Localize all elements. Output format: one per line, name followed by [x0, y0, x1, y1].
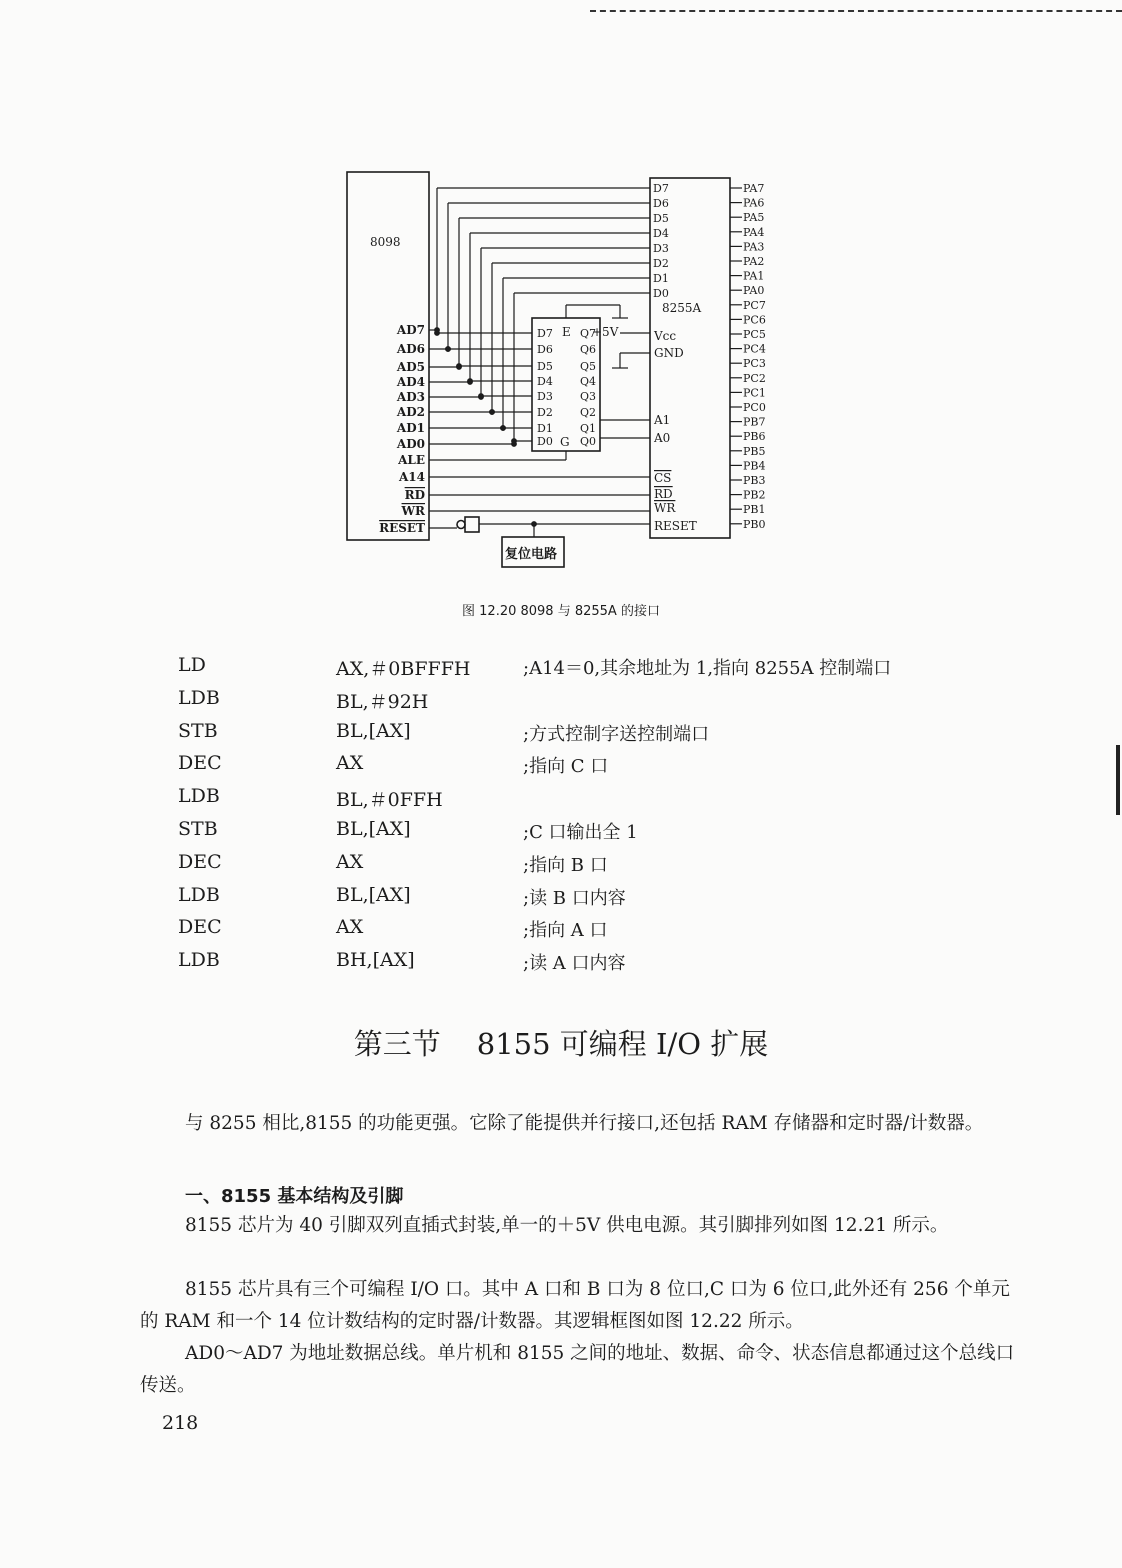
- pin-label-8255-data: D3: [653, 242, 669, 255]
- latch-input-label: D6: [537, 343, 553, 356]
- code-comment: ;指向 B 口: [523, 854, 608, 876]
- latch-output-label: Q4: [579, 375, 596, 388]
- code-arg: AX: [336, 850, 364, 873]
- code-arg: BL,[AX]: [336, 719, 411, 742]
- code-comment: ;指向 C 口: [523, 756, 609, 778]
- port-pin-label: PC7: [743, 298, 766, 312]
- junction-dot: [479, 394, 484, 399]
- junction-dot: [446, 347, 451, 352]
- port-pin-label: PC4: [743, 342, 766, 356]
- port-pin-label: PA7: [743, 182, 765, 195]
- code-comment: ;指向 A 口: [523, 920, 608, 942]
- pin-label-8255: WR: [654, 501, 676, 515]
- code-op: DEC: [178, 752, 222, 775]
- code-comment: ;方式控制字送控制端口: [523, 723, 710, 745]
- page-number: 218: [162, 1412, 199, 1434]
- code-op: LDB: [178, 949, 220, 972]
- latch-output-label: Q7: [579, 327, 596, 340]
- port-pin-label: PB5: [743, 444, 766, 458]
- port-pin-label: PA6: [743, 196, 765, 210]
- junction-dot: [501, 426, 506, 431]
- port-pin-label: PB7: [743, 415, 766, 429]
- latch-output-label: Q2: [579, 406, 596, 419]
- subsection-heading: 一、8155 基本结构及引脚: [185, 1186, 404, 1207]
- port-pin-label: PC0: [743, 401, 766, 414]
- pin-label-8255: A1: [654, 413, 671, 427]
- pin-label-8255-data: D1: [653, 272, 669, 285]
- section-name: 8155 可编程 I/O 扩展: [476, 1027, 769, 1061]
- pin-label-8098: WR: [401, 504, 425, 518]
- pin-label-8098: A14: [398, 470, 425, 484]
- pin-label-8255: RESET: [654, 519, 697, 533]
- supply-label: +5V: [592, 325, 619, 339]
- port-pin-label: PA5: [743, 211, 765, 225]
- pin-label-8255-data: D4: [653, 227, 669, 240]
- latch-input-label: D4: [537, 375, 553, 388]
- code-arg: BL,[AX]: [336, 883, 411, 906]
- port-pin-label: PC3: [743, 357, 766, 371]
- pin-label-8098: RD: [404, 488, 425, 502]
- junction-dot: [435, 331, 440, 336]
- pin-label-8255-data: D2: [653, 257, 669, 270]
- code-comment: ;读 A 口内容: [523, 953, 626, 975]
- section-title: [0, 1022, 1122, 1063]
- junction-dot: [468, 379, 473, 384]
- pin-label-8098: AD5: [396, 360, 425, 374]
- code-op: LDB: [178, 686, 220, 709]
- junction-dot: [512, 439, 517, 444]
- latch-input-label: D7: [537, 327, 553, 340]
- pin-label-8255: RD: [654, 487, 673, 501]
- pin-label-8255: Vcc: [654, 329, 677, 343]
- port-pin-label: PA1: [743, 269, 765, 283]
- code-op: DEC: [178, 916, 222, 939]
- code-comment: ;读 B 口内容: [523, 887, 626, 909]
- latch-output-label: Q3: [579, 390, 596, 403]
- code-arg: AX,＃0BFFFH: [336, 658, 471, 680]
- paragraph-4: AD0～AD7 为地址数据总线。单片机和 8155 之间的地址、数据、命令、状态信息都通过这个总线口传送。: [140, 1343, 1015, 1396]
- port-pin-label: PC2: [743, 371, 766, 385]
- latch-output-label: Q1: [579, 422, 596, 435]
- pin-label-8255-data: D6: [653, 197, 669, 210]
- code-arg: AX: [336, 752, 364, 775]
- port-pin-label: PB6: [743, 430, 766, 444]
- pin-label-8098: AD2: [396, 405, 425, 419]
- pin-label-8255-data: D0: [653, 287, 669, 300]
- pin-label-8098: RESET: [379, 521, 425, 535]
- chip-8098-label: 8098: [370, 235, 401, 249]
- code-arg: BL,＃92H: [336, 690, 429, 713]
- port-pin-label: PB2: [743, 488, 766, 502]
- port-pin-label: PB1: [743, 503, 766, 517]
- port-pin-label: PA0: [743, 284, 765, 298]
- latch-g-label: G: [560, 435, 570, 449]
- paragraph-1: 与 8255 相比,8155 的功能更强。它除了能提供并行接口,还包括 RAM 存储器和定时器/计数器。: [185, 1113, 984, 1134]
- latch-output-label: Q6: [579, 343, 596, 356]
- pin-label-8255: CS: [654, 471, 672, 485]
- port-pin-label: PB0: [743, 517, 766, 531]
- figure-caption: 图 12.20 8098 与 8255A 的接口: [462, 604, 660, 619]
- paragraph-2: 8155 芯片为 40 引脚双列直插式封装,单一的＋5V 供电电源。其引脚排列如图 12.21 所示。: [185, 1215, 949, 1236]
- latch-input-label: D2: [537, 406, 553, 419]
- chip-8098-box: [347, 172, 429, 540]
- pin-label-8098: AD1: [396, 421, 425, 435]
- latch-input-label: D3: [537, 390, 553, 403]
- code-op: LD: [178, 654, 206, 676]
- latch-input-label: D1: [537, 422, 553, 435]
- reset-circuit-label: 复位电路: [505, 547, 558, 562]
- code-arg: BL,[AX]: [336, 817, 411, 840]
- latch-input-label: D5: [537, 360, 553, 373]
- code-arg: AX: [336, 916, 364, 939]
- port-pin-label: PC6: [743, 313, 766, 327]
- latch-e-label: E: [562, 325, 571, 339]
- latch-input-label: D0: [537, 435, 553, 448]
- margin-mark: [1116, 745, 1120, 815]
- port-pin-label: PA3: [743, 240, 765, 254]
- code-comment: ;C 口输出全 1: [523, 821, 638, 843]
- latch-output-label: Q0: [579, 435, 596, 448]
- pin-label-8255: A0: [654, 431, 671, 445]
- pin-label-8098: AD7: [396, 323, 425, 337]
- pin-label-8098: AD4: [396, 375, 425, 389]
- port-pin-label: PC5: [743, 328, 766, 341]
- code-arg: BH,[AX]: [336, 949, 415, 972]
- pin-label-8255: GND: [654, 346, 684, 360]
- pin-label-8098: AD3: [396, 390, 425, 404]
- port-pin-label: PB3: [743, 474, 766, 487]
- port-pin-label: PC1: [743, 386, 766, 400]
- interface-circuit-diagram: [330, 160, 800, 580]
- latch-output-label: Q5: [579, 360, 596, 373]
- pin-label-8255-data: D7: [653, 182, 669, 195]
- port-pin-label: PA4: [743, 225, 765, 239]
- paragraph-3: 8155 芯片具有三个可编程 I/O 口。其中 A 口和 B 口为 8 位口,C 口为 6 位口,此外还有 256 个单元的 RAM 和一个 14 位计数结构的定时器/计数器。其逻辑框图如图 12.22 所示。: [140, 1279, 1010, 1332]
- code-op: LDB: [178, 883, 220, 906]
- pin-label-8098: ALE: [398, 453, 425, 467]
- code-arg: BL,＃0FFH: [336, 789, 443, 812]
- port-pin-label: PB4: [743, 459, 766, 473]
- code-comment: ;A14＝0,其余地址为 1,指向 8255A 控制端口: [523, 658, 892, 679]
- junction-dot: [490, 410, 495, 415]
- section-label: 第三节: [353, 1027, 441, 1061]
- code-op: LDB: [178, 785, 220, 808]
- code-op: STB: [178, 817, 218, 840]
- pin-label-8098: AD6: [396, 342, 425, 356]
- code-op: DEC: [178, 850, 222, 873]
- junction-dot: [457, 364, 462, 369]
- chip-8255a-label: 8255A: [662, 301, 702, 315]
- port-pin-label: PA2: [743, 255, 765, 268]
- pin-label-8098: AD0: [396, 437, 425, 451]
- pin-label-8255-data: D5: [653, 212, 669, 225]
- code-op: STB: [178, 719, 218, 742]
- top-dashed-line: [590, 10, 1122, 12]
